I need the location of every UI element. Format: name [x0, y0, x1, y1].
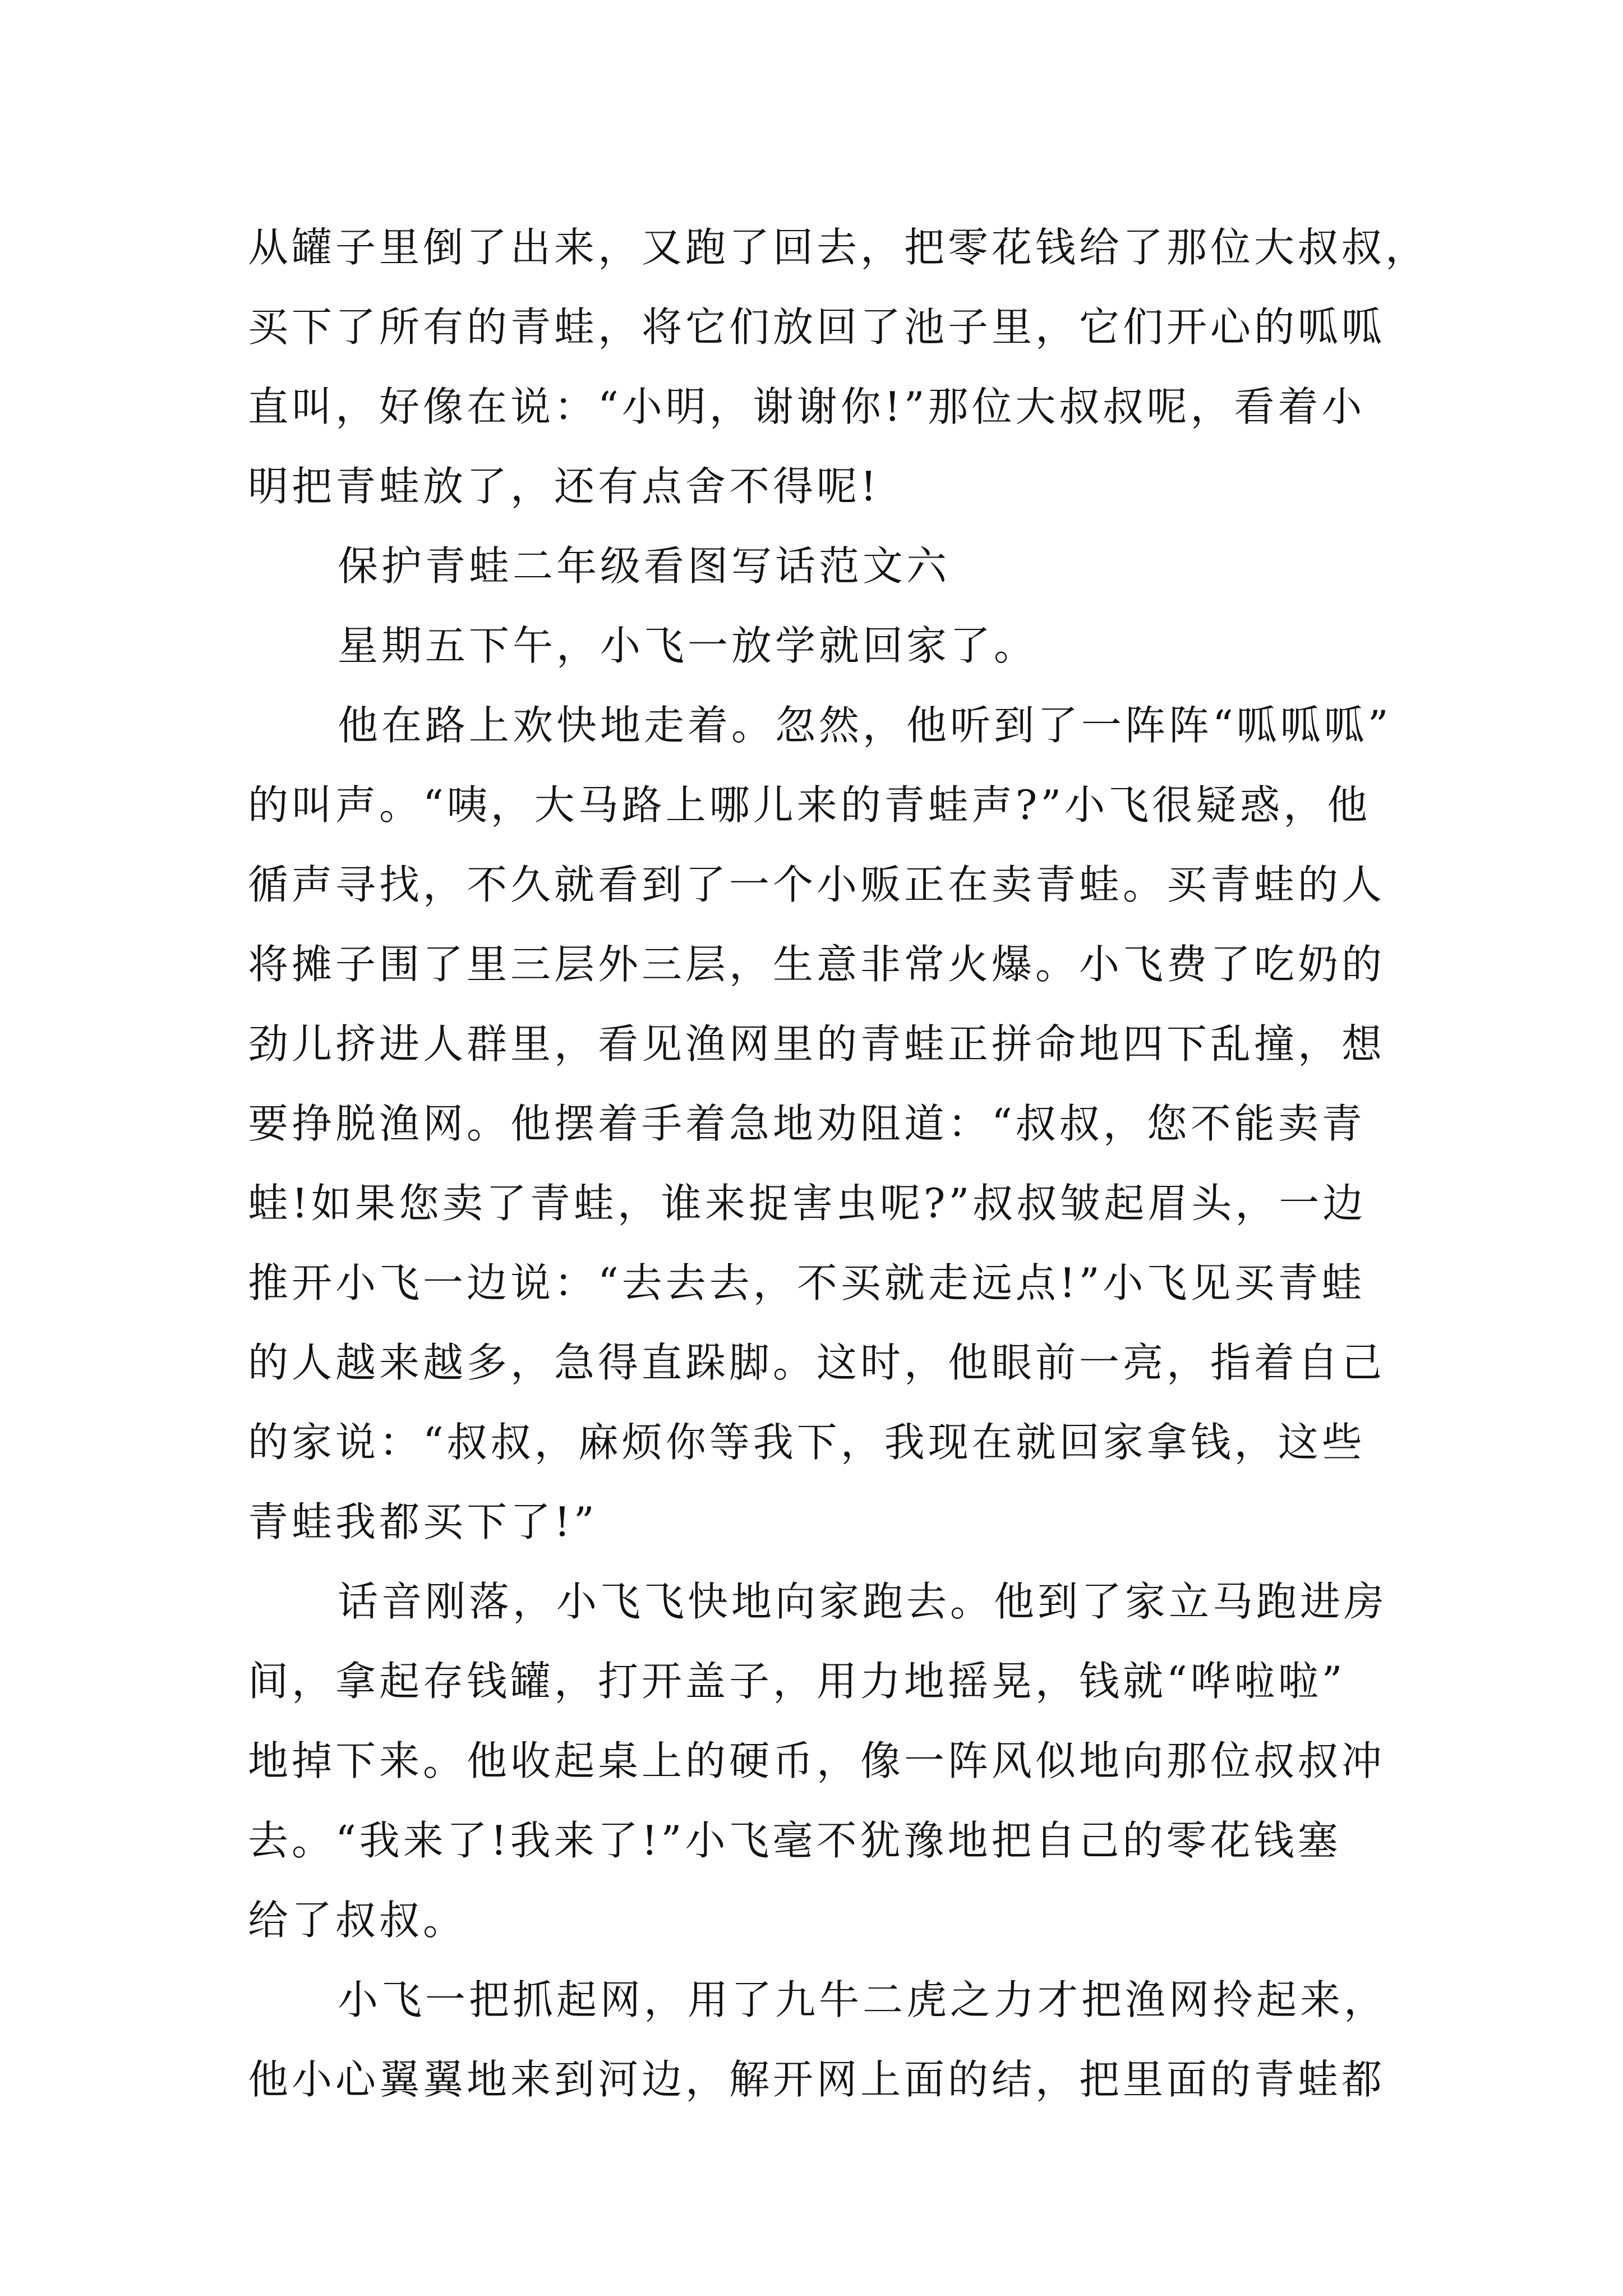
text-line: 要挣脱渔网。他摆着手着急地劝阻道：“叔叔，您不能卖青	[248, 1100, 1366, 1147]
text-line: 青蛙我都买下了!”	[248, 1498, 598, 1545]
text-line: 的人越来越多，急得直跺脚。这时，他眼前一亮，指着自己	[248, 1339, 1386, 1386]
text-line: 去。“我来了!我来了!”小飞毫不犹豫地把自己的零花钱塞	[248, 1817, 1341, 1864]
text-line: 他小心翼翼地来到河边，解开网上面的结，把里面的青蛙都	[248, 2056, 1386, 2103]
text-line: 给了叔叔。	[248, 1897, 467, 1944]
text-line: 间，拿起存钱罐，打开盖子，用力地摇晃，钱就“哗啦啦”	[248, 1658, 1346, 1705]
text-line: 明把青蛙放了，还有点舍不得呢!	[248, 463, 880, 510]
text-line: 循声寻找，不久就看到了一个小贩正在卖青蛙。买青蛙的人	[248, 861, 1386, 908]
text-line: 从罐子里倒了出来，又跑了回去，把零花钱给了那位大叔叔，	[248, 224, 1430, 271]
section-title: 保护青蛙二年级看图写话范文六	[338, 542, 951, 590]
paragraph-start: 星期五下午，小飞一放学就回家了。	[338, 622, 1038, 669]
text-line: 地掉下来。他收起桌上的硬币，像一阵风似地向那位叔叔冲	[248, 1737, 1386, 1784]
text-line: 买下了所有的青蛙，将它们放回了池子里，它们开心的呱呱	[248, 303, 1386, 351]
text-line: 的叫声。“咦，大马路上哪儿来的青蛙声?”小飞很疑惑，他	[248, 781, 1371, 829]
essay-text	[248, 208, 1430, 2119]
text-line: 直叫，好像在说：“小明，谢谢你!”那位大叔叔呢，看着小	[248, 383, 1366, 430]
text-line: 劲儿挤进人群里，看见渔网里的青蛙正拼命地四下乱撞，想	[248, 1020, 1386, 1068]
paragraph-start: 小飞一把抓起网，用了九牛二虎之力才把渔网拎起来，	[338, 1976, 1388, 2023]
text-line: 蛙!如果您卖了青蛙，谁来捉害虫呢?”叔叔皱起眉头，一边	[248, 1180, 1367, 1227]
text-line: 推开小飞一边说：“去去去，不买就走远点!”小飞见买青蛙	[248, 1259, 1366, 1306]
paragraph-start: 话音刚落，小飞飞快地向家跑去。他到了家立马跑进房	[338, 1578, 1388, 1625]
paragraph-start: 他在路上欢快地走着。忽然，他听到了一阵阵“呱呱呱”	[338, 702, 1392, 749]
text-line: 的家说：“叔叔，麻烦你等我下，我现在就回家拿钱，这些	[248, 1419, 1366, 1466]
text-line: 将摊子围了里三层外三层，生意非常火爆。小飞费了吃奶的	[248, 941, 1386, 988]
